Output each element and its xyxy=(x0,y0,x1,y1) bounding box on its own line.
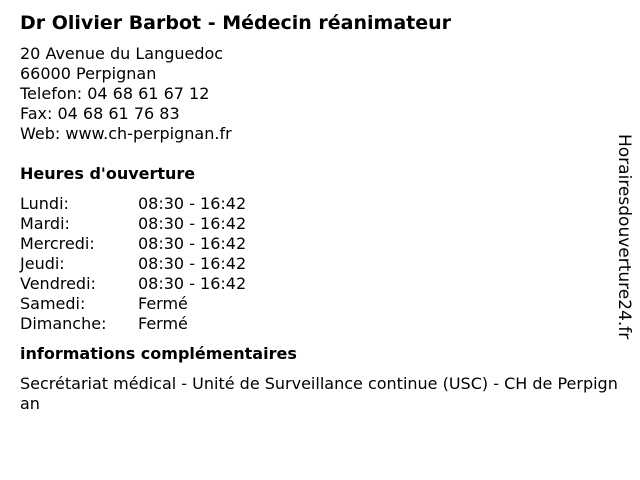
day-label: Jeudi: xyxy=(20,254,65,273)
time-value: Fermé xyxy=(138,314,188,333)
info-heading: informations complémentaires xyxy=(20,344,297,363)
hours-row-tuesday xyxy=(20,214,610,234)
time-value: Fermé xyxy=(138,294,188,313)
site-watermark: Horairesdouverture24.fr xyxy=(614,134,634,340)
address-block xyxy=(20,44,610,144)
hours-row-wednesday xyxy=(20,234,610,254)
info-text: Secrétariat médical - Unité de Surveillance continue (USC) - CH de Perpignan xyxy=(20,374,618,413)
day-label: Samedi: xyxy=(20,294,86,313)
hours-row-friday xyxy=(20,274,610,294)
day-label: Dimanche: xyxy=(20,314,107,333)
time-value: 08:30 - 16:42 xyxy=(138,254,247,273)
day-label: Lundi: xyxy=(20,194,69,213)
time-value: 08:30 - 16:42 xyxy=(138,234,247,253)
hours-row-monday xyxy=(20,194,610,214)
opening-hours-table xyxy=(20,194,610,334)
page-title: Dr Olivier Barbot - Médecin réanimateur xyxy=(20,12,452,34)
day-label: Mercredi: xyxy=(20,234,95,253)
hours-row-saturday xyxy=(20,294,610,314)
website-link[interactable]: Web: www.ch-perpignan.fr xyxy=(20,124,232,143)
phone-number: Telefon: 04 68 61 67 12 xyxy=(20,84,210,103)
city-address: 66000 Perpignan xyxy=(20,64,157,83)
time-value: 08:30 - 16:42 xyxy=(138,194,247,213)
hours-row-sunday xyxy=(20,314,610,334)
day-label: Vendredi: xyxy=(20,274,96,293)
time-value: 08:30 - 16:42 xyxy=(138,274,247,293)
doctor-card xyxy=(20,10,618,414)
hours-heading: Heures d'ouverture xyxy=(20,164,196,183)
hours-row-thursday xyxy=(20,254,610,274)
fax-number: Fax: 04 68 61 76 83 xyxy=(20,104,180,123)
street-address: 20 Avenue du Languedoc xyxy=(20,44,224,63)
day-label: Mardi: xyxy=(20,214,70,233)
time-value: 08:30 - 16:42 xyxy=(138,214,247,233)
